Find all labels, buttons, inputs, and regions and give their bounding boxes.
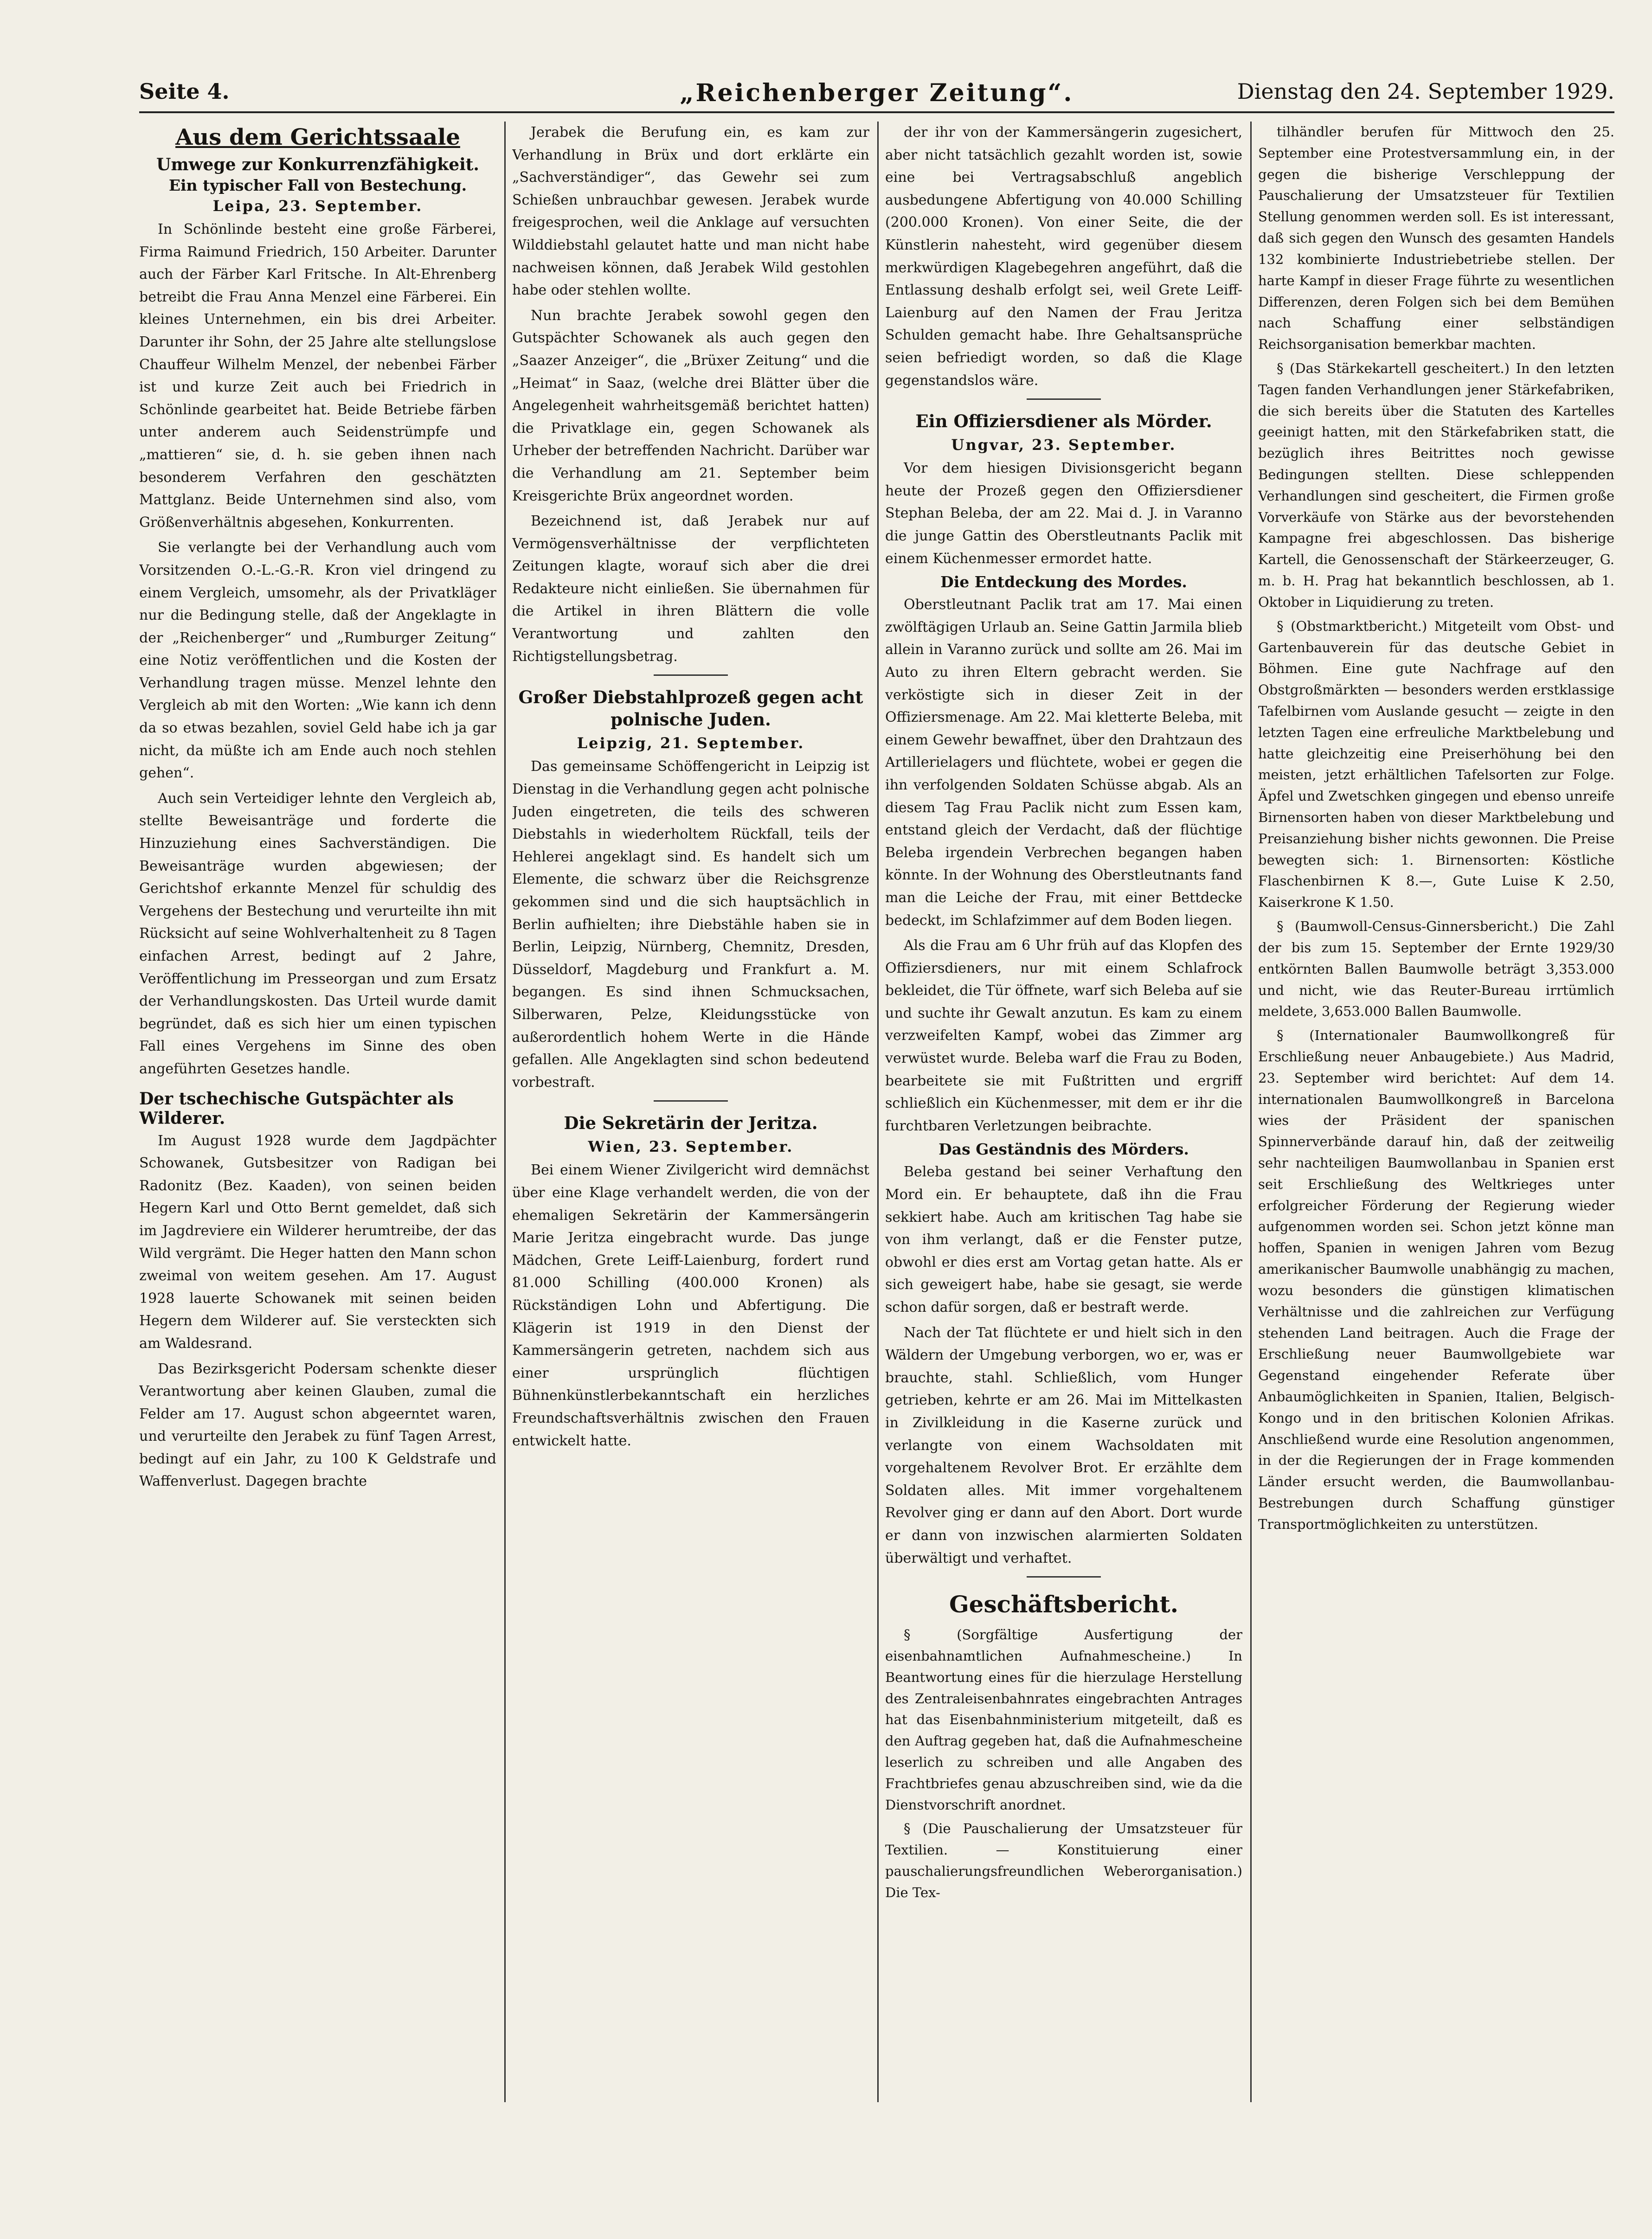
article-paragraph: Bezeichnend ist, daß Jerabek nur auf Vermögensverhältnisse der verpflichteten Zeitungen klagte, worauf sich aber die drei Redakteure nicht einließen. Sie übernahmen für die Artikel in ihren Blättern die volle Verantwortung und zahlten den Richtigstellungsbetrag. [512,513,869,665]
page-header [139,79,1614,111]
article-paragraph: Bei einem Wiener Zivilgericht wird demnächst über eine Klage verhandelt werden, die von der ehemaligen Sekretärin der Kammersängerin Marie Jeritza eingebracht wurde. Das junge Mädchen, Grete Leiff-Laienburg, fordert rund 81.000 Schilling (400.000 Kronen) als Rückständigen Lohn und Abfertigung. Die Klägerin ist 1919 in den Dienst der Kammersängerin getreten, nachdem sich aus einer ursprünglich flüchtigen Bühnenkünstlerbekanntschaft ein herzliches Freundschaftsverhältnis zwischen den Frauen entwickelt hatte. [512,1162,869,1449]
article-paragraph: Nun brachte Jerabek sowohl gegen den Gutspächter Schowanek als auch gegen den „Saazer Anzeiger“, die „Brüxer Zeitung“ und die „Heimat“ in Saaz, (welche drei Blätter über die Angelegenheit wahrheitsgemäß berichtet hatten) die Privatklage ein, gegen Schowanek als Urheber der betreffenden Nachricht. Darüber war die Verhandlung am 21. September beim Kreisgerichte Brüx angeordnet worden. [512,307,869,504]
article-headline: Ein Offiziersdiener als Mörder. [915,411,1212,432]
article-subheadline: Das Geständnis des Mörders. [938,1140,1189,1159]
article-separator [1027,1576,1101,1578]
column-4 [1258,122,1614,2107]
header-rule [139,111,1614,113]
column-3 [885,122,1242,2107]
column-divider [1250,122,1252,2102]
section-heading: Geschäftsbericht. [949,1591,1179,1618]
article-paragraph: § (Baumwoll-Census-Ginnersbericht.) Die Zahl der bis zum 15. September der Ernte 1929/30 entkörnten Ballen Baumwolle beträgt 3,353.000 und nicht, wie das Reuter-Bureau irrtümlich meldete, 3,653.000 Ballen Baumwolle. [1258,918,1614,1020]
article-paragraph: Beleba gestand bei seiner Verhaftung den Mord ein. Er behauptete, daß ihn die Frau sekkiert habe. Auch am kritischen Tag habe sie von ihm verlangt, daß er die Fenster putze, obwohl er dies erst am Vortag getan hatte. Als er sich geweigert habe, habe sie gesagt, sie werde schon dafür sorgen, daß er bestraft werde. [885,1164,1242,1315]
article-paragraph: § (Sorgfältige Ausfertigung der eisenbahnamtlichen Aufnahmescheine.) In Beantwortung eines für die hierzulage Herstellung des Zentraleisenbahnrates eingebrachten Antrages hat das Eisenbahnministerium mitgeteilt, daß es den Auftrag gegeben hat, daß die Aufnahmescheine leserlich zu schreiben und alle Angaben des Frachtbriefes genau abzuschreiben sind, wie da die Dienstvorschrift anordnet. [885,1627,1242,1813]
article-paragraph: der ihr von der Kammersängerin zugesichert, aber nicht tatsächlich gezahlt worden ist, sowie eine bei Vertragsabschluß angeblich ausbedungene Abfertigung von 40.000 Schilling (200.000 Kronen). Von einer Seite, die der Künstlerin nahesteht, wird gegenüber diesem merkwürdigen Klagebegehren angeführt, daß die Entlassung deshalb erfolgt sei, weil Grete Leiff-Laienburg auf den Namen der Frau Jeritza Schulden gemacht habe. Ihre Gehaltsansprüche seien befriedigt worden, so daß die Klage gegenstandslos wäre. [885,124,1242,389]
article-paragraph: § (Das Stärkekartell gescheitert.) In den letzten Tagen fanden Verhandlungen jener Stärkefabriken, die sich bereits über die Statuten des Kartelles geeinigt hatten, mit den Stärkefabriken statt, die bezüglich ihres Beitrittes noch gewisse Bedingungen stellten. Diese schleppenden Verhandlungen sind gescheitert, die Firmen große Vorverkäufe von Stärke aus der bevorstehenden Kampagne frei abgeschlossen. Das bisherige Kartell, die Genossenschaft der Stärkeerzeuger, G. m. b. H. Prag hat bekanntlich beschlossen, ab 1. Oktober in Liquidierung zu treten. [1258,360,1614,610]
section-heading: Aus dem Gerichtssaale [175,124,460,150]
article-separator [654,1100,728,1102]
article-paragraph: Jerabek die Berufung ein, es kam zur Verhandlung in Brüx und dort erklärte ein „Sachverständiger“, das Gewehr sei zum Schießen unbrauchbar gewesen. Jerabek wurde freigesprochen, weil die Anklage auf versuchten Wilddiebstahl gelautet hatte und man nicht habe nachweisen können, daß Jerabek Wild gestohlen habe oder stehlen wollte. [512,124,869,299]
article-headline: Die Sekretärin der Jeritza. [564,1113,818,1134]
article-paragraph: Nach der Tat flüchtete er und hielt sich in den Wäldern der Umgebung verborgen, wo er, was er brauchte, stahl. Schließlich, vom Hunger getrieben, kehrte er am 26. Mai im Mittelkasten in Zivilkleidung in die Kaserne zurück und verlangte von einem Wachsoldaten mit vorgehaltenem Revolver Brot. Er erzählte dem Soldaten alles. Mit immer vorgehaltenem Revolver ging er dann auf den Abort. Dort wurde er dann von inzwischen alarmierten Soldaten überwältigt und verhaftet. [885,1324,1242,1566]
page-number: Seite 4. [139,79,230,104]
dateline: Leipa, 23. September. [212,197,423,215]
column-divider [877,122,879,2102]
article-paragraph: Das Bezirksgericht Podersam schenkte dieser Verantwortung aber keinen Glauben, zumal die Felder am 17. August schon abgeerntet waren, und verurteilte den Jerabek zu fünf Tagen Arrest, bedingt auf ein Jahr, zu 100 K Geldstrafe und Waffenverlust. Dagegen brachte [139,1360,496,1490]
article-headline: Großer Diebstahlprozeß gegen acht polnische Juden. [518,687,863,730]
article-subheadline: Ein typischer Fall von Bestechung. [168,176,467,194]
article-separator [654,674,728,676]
column-2 [512,122,869,2107]
dateline: Leipzig, 21. September. [577,734,805,752]
dateline: Wien, 23. September. [588,1138,794,1156]
column-divider [504,122,506,2102]
article-subheadline: Die Entdeckung des Mordes. [940,573,1187,591]
article-paragraph: § (Obstmarktbericht.) Mitgeteilt vom Obst- und Gartenbauverein für das deutsche Gebiet in Böhmen. Eine gute Nachfrage auf den Obstgroßmärkten — besonders werden erstklassige Tafelbirnen vom Auslande gesucht — zeigte in den letzten Tagen eine erfreuliche Marktbelebung und hatte gleichzeitig eine Preiserhöhung bei den meisten, jetzt erhältlichen Tafelsorten zur Folge. Äpfel und Zwetschken gingegen und ebenso unreife Birnensorten haben von dieser Marktbelebung und Preisanziehung bisher nichts gewonnen. Die Preise bewegten sich: 1. Birnensorten: Köstliche Flaschenbirnen K 8.—, Gute Luise K 2.50, Kaiserkrone K 1.50. [1258,618,1614,911]
article-headline: Umwege zur Konkurrenzfähigkeit. [156,155,479,174]
article-paragraph: Sie verlangte bei der Verhandlung auch vom Vorsitzenden O.-L.-G.-R. Kron viel dringend zu einem Vergleich, umsomehr, als der Privatkläger nur die Bedingung stelle, daß der Angeklagte in der „Reichenberger“ und „Rumburger Zeitung“ eine Notiz veröffentlichen und die Kosten der Verhandlung tragen müsse. Menzel lehnte den Vergleich ab mit den Worten: „Wie kann ich denn da so etwas bezahlen, soviel Geld habe ich ja gar nicht, da müßte ich am Ende auch noch stehlen gehen“. [139,539,496,782]
article-paragraph: § (Internationaler Baumwollkongreß für Erschließung neuer Anbaugebiete.) Aus Madrid, 23. September wird berichtet: Auf dem 14. internationalen Baumwollkongreß in Barcelona wies der Präsident der spanischen Spinnerverbände darauf hin, daß der zeitweilig sehr nachteiligen Baumwollanbau in Spanien erst seit Erschließung des Weltkrieges unter erfolgreicher Förderung der Regierung wieder aufgenommen worden sei. Schon jetzt könne man hoffen, Spanien in wenigen Jahren vom Bezug amerikanischer Baumwolle unabhängig zu machen, wozu besonders die günstigen klimatischen Verhältnisse und die zahlreichen zur Verfügung stehenden Land beitragen. Auch die Frage der Erschließung neuer Baumwollgebiete war Gegenstand eingehender Referate über Anbaumöglichkeiten in Spanien, Italien, Belgisch-Kongo und in den britischen Kolonien Afrikas. Anschließend wurde eine Resolution angenommen, in der die Regierungen der in Frage kommenden Länder ersucht werden, die Baumwollanbau-Bestrebungen durch Schaffung günstiger Transportmöglichkeiten zu unterstützen. [1258,1027,1614,1532]
article-separator [1027,398,1101,400]
article-paragraph: Das gemeinsame Schöffengericht in Leipzig ist Dienstag in die Verhandlung gegen acht polnische Juden eingetreten, die teils des schweren Diebstahls in wiederholtem Rückfall, teils der Hehlerei angeklagt sind. Es handelt sich um Elemente, die schwarz über die Reichsgrenze gekommen sind und die sich hauptsächlich in Berlin aufhielten; ihre Diebstähle haben sie in Berlin, Leipzig, Nürnberg, Chemnitz, Dresden, Düsseldorf, Magdeburg und Frankfurt a. M. begangen. Es sind ihnen Schmucksachen, Silberwaren, Pelze, Kleidungsstücke von außerordentlich hohem Werte in die Hände gefallen. Alle Angeklagten sind schon bedeutend vorbestraft. [512,758,869,1091]
article-paragraph: § (Die Pauschalierung der Umsatzsteuer für Textilien. — Konstituierung einer pauschalierungsfreundlichen Weberorganisation.) Die Tex- [885,1821,1242,1900]
article-paragraph: Als die Frau am 6 Uhr früh auf das Klopfen des Offiziersdieners, nur mit einem Schlafrock bekleidet, die Tür öffnete, warf sich Beleba auf sie und suchte ihr Gewalt anzutun. Es kam zu einem verzweifelten Kampf, wobei das Zimmer arg verwüstet wurde. Beleba warf die Frau zu Boden, bearbeitete sie mit Fußtritten und ergriff schließlich ein Küchenmesser, mit dem er ihr die furchtbaren Verletzungen beibrachte. [885,937,1242,1134]
article-headline: Der tschechische Gutspächter als Wilderer. [139,1089,454,1128]
article-paragraph: In Schönlinde besteht eine große Färberei, Firma Raimund Friedrich, 150 Arbeiter. Darunter auch der Färber Karl Fritsche. In Alt-Ehrenberg betreibt die Frau Anna Menzel eine Färberei. Ein kleines Unternehmen, ein bis drei Arbeiter. Darunter ihr Sohn, der 25 Jahre alte stellungslose Chauffeur Wilhelm Menzel, der nebenbei Färber ist und kurze Zeit auch bei Friedrich in Schönlinde gearbeitet hat. Beide Betriebe färben unter anderem auch Seidenstrümpfe und „mattieren“ sie, d. h. sie geben ihnen nach besonderem Verfahren den geschätzten Mattglanz. Beide Unternehmen sind also, vom Größenverhältnis abgesehen, Konkurrenten. [139,221,496,531]
article-paragraph: Auch sein Verteidiger lehnte den Vergleich ab, stellte Beweisanträge und forderte die Hinzuziehung eines Sachverständigen. Die Beweisanträge wurden abgewiesen; der Gerichtshof erkannte Menzel für schuldig des Vergehens der Bestechung und verurteilte ihn mit Rücksicht auf seine Wohlverhaltenheit zu 8 Tagen einfachen Arrest, bedingt auf 2 Jahre, Veröffentlichung im Presseorgan und zum Ersatz der Verhandlungskosten. Das Urteil wurde damit begründet, daß es sich hier um einen typischen Fall eines Vergehens im Sinne des oben angeführten Gesetzes handle. [139,790,496,1077]
article-paragraph: Oberstleutnant Paclik trat am 17. Mai einen zwölftägigen Urlaub an. Seine Gattin Jarmila blieb allein in Varanno zurück und sollte am 26. Mai im Auto zu ihren Eltern gebracht werden. Sie verköstigte sich in dieser Zeit in der Offiziersmenage. Am 22. Mai kletterte Beleba, mit einem Gewehr bewaffnet, über den Drahtzaun des Artillerielagers und flüchtete, wobei er gegen die ihn verfolgenden Soldaten Schüsse abgab. Als an diesem Tag Frau Paclik nicht zum Essen kam, entstand gleich der Verdacht, daß der flüchtige Beleba irgendein Verbrechen begangen haben könnte. In der Wohnung des Oberstleutnants fand man die Leiche der Frau, mit einer Bettdecke bedeckt, im Schlafzimmer auf dem Boden liegen. [885,597,1242,929]
article-paragraph: Im August 1928 wurde dem Jagdpächter Schowanek, Gutsbesitzer von Radigan bei Radonitz (Bez. Kaaden), von seinen beiden Hegern Karl und Otto Bernt gemeldet, daß sich im Jagdreviere ein Wilderer herumtreibe, der das Wild vergrämt. Die Heger hatten den Mann schon zweimal von weitem gesehen. Am 17. August 1928 lauerte Schowanek mit seinen beiden Hegern dem Wilderer auf. Sie versteckten sich am Waldesrand. [139,1132,496,1352]
column-1 [139,122,496,2107]
issue-date: Dienstag den 24. September 1929. [1237,79,1614,104]
article-paragraph: Vor dem hiesigen Divisionsgericht begann heute der Prozeß gegen den Offiziersdiener Stephan Beleba, der am 22. Mai d. J. in Varanno die junge Gattin des Oberstleutnants Paclik mit einem Küchenmesser ermordet hatte. [885,460,1242,567]
article-paragraph: tilhändler berufen für Mittwoch den 25. September eine Protestversammlung ein, in der gegen die bisherige Verschleppung der Pauschalierung der Umsatzsteuer für Textilien Stellung genommen werden soll. Es ist interessant, daß sich gegen den Wunsch des gesamten Handels 132 kombinierte Industriebetriebe stellen. Der harte Kampf in dieser Frage führte zu wesentlichen Differenzen, deren Folgen sich bei dem Bemühen nach Schaffung einer selbständigen Reichsorganisation bemerkbar machten. [1258,124,1614,353]
dateline: Ungvar, 23. September. [951,436,1176,454]
newspaper-title: „Reichenberger Zeitung“. [680,79,1074,107]
